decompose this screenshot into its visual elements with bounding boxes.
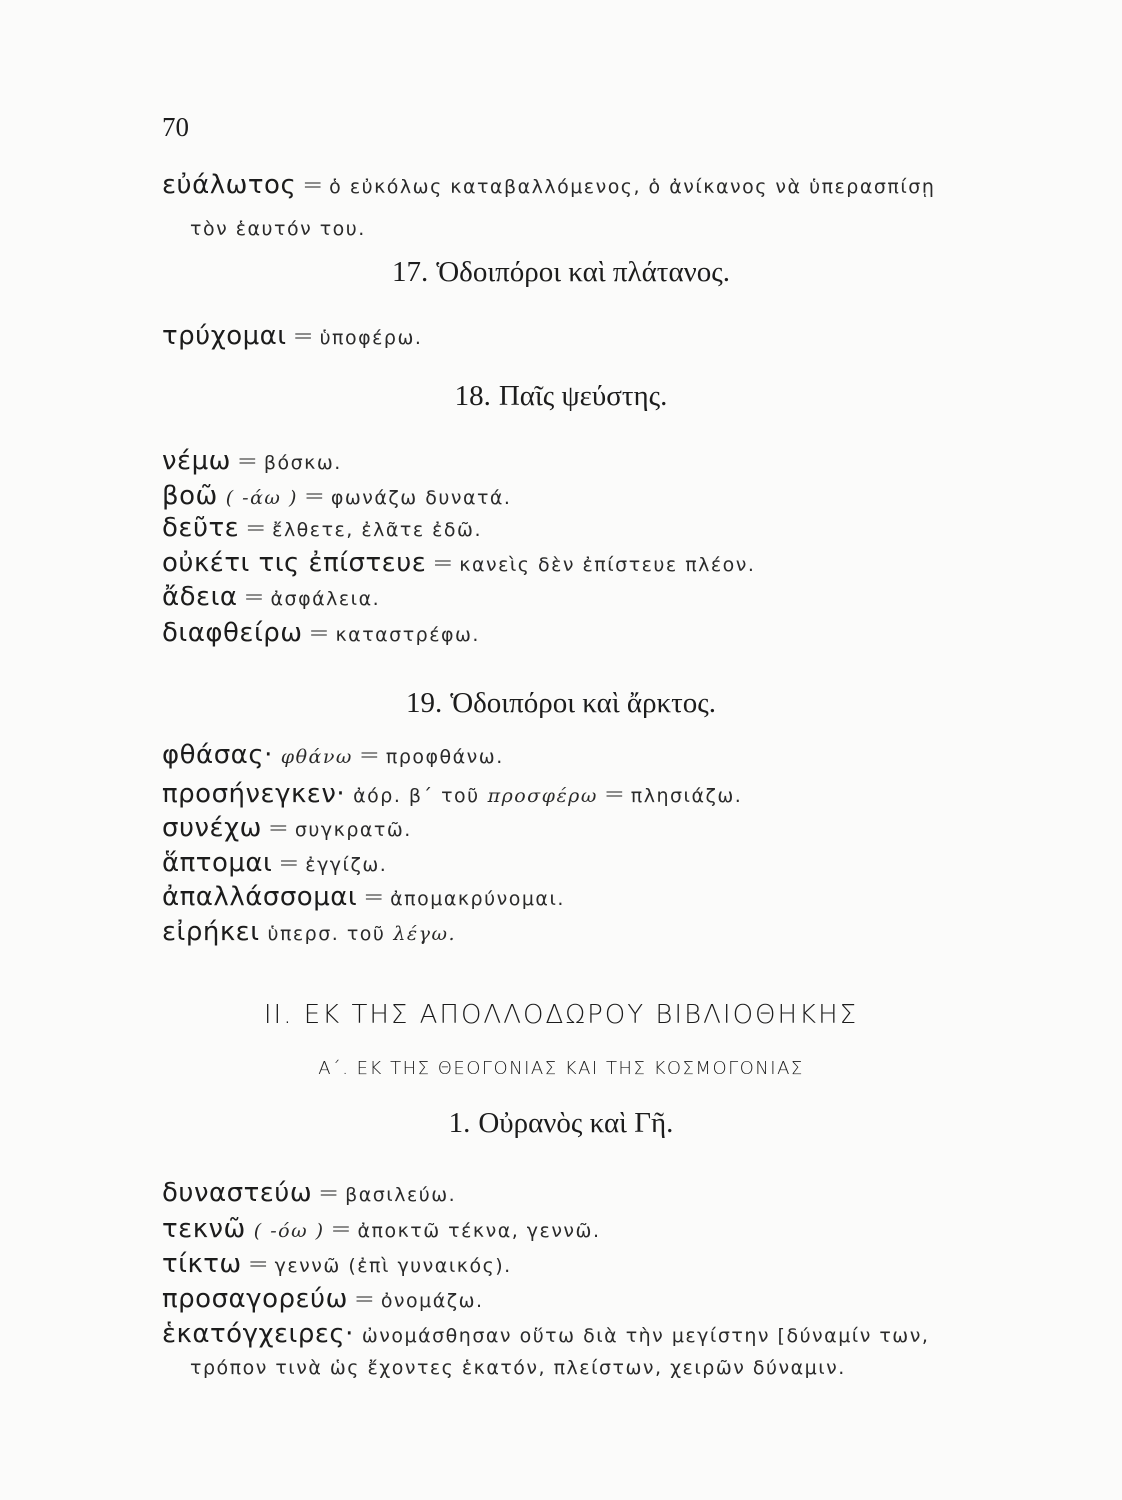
equals-sign: = — [236, 446, 258, 475]
section-heading-19 — [0, 687, 1122, 720]
equals-sign: = — [318, 1178, 340, 1207]
headword: προσαγορεύω — [162, 1284, 348, 1314]
gloss-entry — [162, 515, 482, 541]
gloss-entry — [162, 850, 387, 876]
headword: ἄδεια — [162, 582, 238, 612]
equals-sign: = — [303, 481, 325, 510]
section-number: 17. — [391, 256, 429, 288]
grammar-note: ( -άω ) — [225, 487, 298, 509]
definition: καταστρέφω. — [335, 624, 480, 646]
equals-sign: = — [302, 170, 324, 199]
section-title: Οὐρανὸς καὶ Γῆ. — [478, 1107, 674, 1139]
gloss-entry — [162, 550, 755, 576]
gloss-entry — [162, 919, 456, 945]
headword: τεκνῶ — [162, 1214, 246, 1244]
section-title: Ὁδοιπόροι καὶ ἄρκτος. — [450, 687, 717, 719]
part-subtitle: Α΄. ΕΚ ΤΗΣ ΘΕΟΓΟΝΙΑΣ ΚΑΙ ΤΗΣ ΚΟΣΜΟΓΟΝΙΑΣ — [318, 1058, 804, 1079]
gloss-entry — [162, 584, 380, 610]
gloss-entry — [162, 815, 412, 841]
headword: προσήνεγκεν· — [162, 779, 346, 809]
gloss-entry — [162, 483, 511, 509]
definition: ἀπομακρύνομαι. — [390, 888, 565, 910]
headword: ἀπαλλάσσομαι — [162, 882, 358, 912]
headword: βοῶ — [162, 481, 218, 511]
part-title: II. ΕΚ ΤΗΣ ΑΠΟΛΛΟΔΩΡΟΥ ΒΙΒΛΙΟΘΗΚΗΣ — [263, 1000, 859, 1030]
headword: ἅπτομαι — [162, 848, 273, 878]
section-number: 18. — [454, 380, 491, 412]
gloss-entry — [162, 620, 480, 646]
definition: πλησιάζω. — [630, 785, 743, 807]
headword: εὐάλωτος — [162, 170, 297, 200]
grammar-note: φθάνω — [280, 746, 353, 768]
grammar-note-italic: λέγω. — [393, 923, 457, 945]
equals-sign: = — [245, 513, 267, 542]
gloss-entry — [162, 448, 342, 474]
gloss-entry — [162, 323, 422, 349]
gloss-entry — [162, 1286, 484, 1312]
gloss-entry — [162, 884, 565, 910]
definition: γεννῶ (ἐπὶ γυναικός). — [274, 1255, 512, 1277]
equals-sign: = — [278, 848, 300, 877]
definition-continuation: τὸν ἑαυτόν του. — [190, 218, 366, 240]
definition-continuation: τρόπον τινὰ ὡς ἔχοντες ἑκατόν, πλείστων, χειρῶν δύναμιν. — [190, 1357, 846, 1379]
section-heading-18 — [0, 380, 1122, 413]
grammar-note-italic: προσφέρω — [487, 785, 598, 807]
definition: ἔλθετε, ἐλᾶτε ἐδῶ. — [272, 519, 483, 541]
headword: τρύχομαι — [162, 321, 287, 351]
definition: κανεὶς δὲν ἐπίστευε πλέον. — [459, 554, 756, 576]
definition: ὠνομάσθησαν οὕτω διὰ τὴν μεγίστην [δύναμίν των, — [361, 1325, 930, 1347]
gloss-entry — [162, 781, 742, 807]
definition: συγκρατῶ. — [294, 819, 412, 841]
section-title: Παῖς ψεύστης. — [498, 380, 668, 412]
equals-sign: = — [330, 1214, 352, 1243]
equals-sign: = — [292, 321, 314, 350]
section-heading-17 — [0, 256, 1122, 289]
definition: ἐγγίζω. — [305, 854, 388, 876]
gloss-entry — [162, 742, 504, 768]
definition: βασιλεύω. — [345, 1184, 457, 1206]
section-number: 19. — [405, 687, 443, 719]
equals-sign: = — [603, 779, 625, 808]
gloss-entry — [162, 172, 935, 198]
equals-sign: = — [353, 1284, 375, 1313]
headword: νέμω — [162, 446, 231, 476]
equals-sign: = — [243, 582, 265, 611]
headword: οὐκέτι τις ἐπίστευε — [162, 548, 427, 578]
definition: ἀσφάλεια. — [270, 588, 381, 610]
equals-sign: = — [432, 548, 454, 577]
definition: βόσκω. — [263, 452, 342, 474]
definition: ὁ εὐκόλως καταβαλλόμενος, ὁ ἀνίκανος νὰ ὑπερασπίσῃ — [329, 176, 936, 198]
headword: δυναστεύω — [162, 1178, 313, 1208]
gloss-entry — [162, 1251, 512, 1277]
gloss-entry — [162, 1321, 929, 1347]
headword: τίκτω — [162, 1249, 242, 1279]
headword: ἑκατόγχειρες· — [162, 1319, 354, 1349]
headword: διαφθείρω — [162, 618, 303, 648]
definition: ὑποφέρω. — [319, 327, 423, 349]
grammar-note: ἀόρ. β΄ τοῦ — [353, 785, 480, 807]
definition: προφθάνω. — [385, 746, 504, 768]
headword: φθάσας· — [162, 740, 273, 770]
headword: δεῦτε — [162, 513, 240, 543]
equals-sign: = — [267, 813, 289, 842]
gloss-entry — [162, 1216, 601, 1242]
gloss-entry — [162, 1180, 456, 1206]
definition: ὀνομάζω. — [380, 1290, 484, 1312]
equals-sign: = — [308, 618, 330, 647]
equals-sign: = — [247, 1249, 269, 1278]
definition: ἀποκτῶ τέκνα, γεννῶ. — [357, 1220, 601, 1242]
section-title: Ὁδοιπόροι καὶ πλάτανος. — [436, 256, 731, 288]
equals-sign: = — [358, 740, 380, 769]
headword: εἰρήκει — [162, 917, 260, 947]
section-heading-1 — [0, 1107, 1122, 1140]
grammar-note: ( -όω ) — [253, 1220, 325, 1242]
definition: φωνάζω δυνατά. — [330, 487, 512, 509]
page-number: 70 — [162, 112, 189, 142]
grammar-note: ὑπερσ. τοῦ — [267, 923, 386, 945]
section-number: 1. — [448, 1107, 471, 1139]
equals-sign: = — [363, 882, 385, 911]
headword: συνέχω — [162, 813, 262, 843]
